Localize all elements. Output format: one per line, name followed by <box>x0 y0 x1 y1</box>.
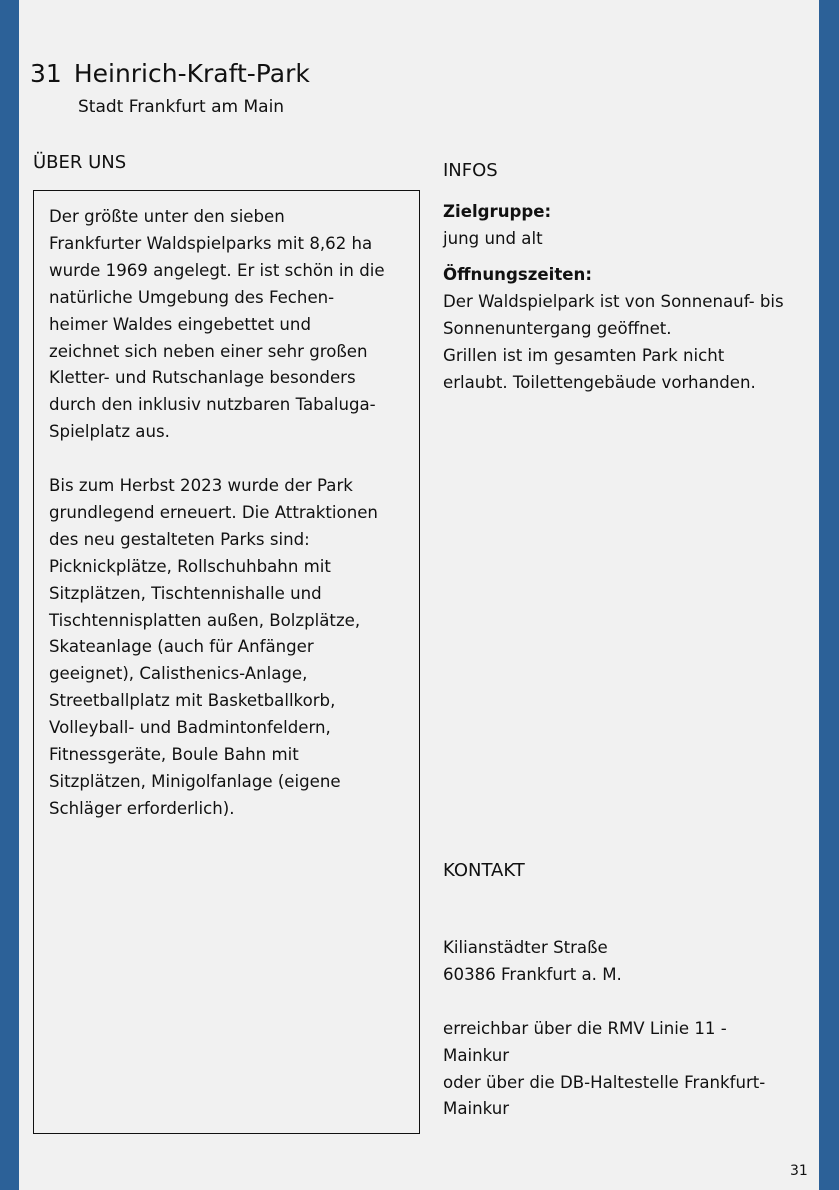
page-subtitle: Stadt Frankfurt am Main <box>78 97 285 117</box>
opening-hours-label: Öffnungszeiten: <box>443 265 592 284</box>
about-box <box>33 190 420 1134</box>
contact-transit: erreichbar über die RMV Linie 11 - Mainkur oder über die DB-Haltestelle Frankfurt- Mainkur <box>443 1018 766 1119</box>
target-group-label: Zielgruppe: <box>443 202 552 221</box>
target-group-value: jung und alt <box>443 228 543 248</box>
park-number: 31 <box>30 59 62 88</box>
target-group-block <box>443 199 823 253</box>
page-number: 31 <box>790 1163 808 1179</box>
about-paragraph-2: Bis zum Herbst 2023 wurde der Park grundlegend erneuert. Die Attraktionen des neu gestalteten Parks sind: Picknickplätze, Rollschuhbahn mit Sitzplätzen, Tischtennishalle und Tischtennisplatten außen, Bolzplätze, Skateanlage (auch für Anfänger geeignet), Calisthenics-Anlage, Streetballplatz mit Basketballkorb, Volleyball- und Badmintonfeldern, Fitnessgeräte, Boule Bahn mit Sitzplätzen, Minigolfanlage (eigene Schläger erforderlich). <box>49 476 378 818</box>
page-title <box>30 59 310 88</box>
opening-hours-value: Der Waldspielpark ist von Sonnenauf- bis Sonnenuntergang geöffnet. Grillen ist im gesamten Park nicht erlaubt. Toilettengebäude vorhanden. <box>443 291 784 392</box>
park-name: Heinrich-Kraft-Park <box>73 59 310 88</box>
opening-hours-block <box>443 262 823 397</box>
about-paragraph-1: Der größte unter den sieben Frankfurter Waldspielparks mit 8,62 ha wurde 1969 angelegt. Er ist schön in die natürliche Umgebung des Fechen- heimer Waldes eingebettet und zeichnet sich neben einer sehr großen Kletter- und Rutschanlage besonders durch den inklusiv nutzbaren Tabaluga- Spielplatz aus. <box>49 207 385 442</box>
contact-heading: KONTAKT <box>443 860 525 881</box>
left-accent-bar <box>0 0 19 1190</box>
about-heading: ÜBER UNS <box>33 152 127 173</box>
infos-heading: INFOS <box>443 160 498 181</box>
contact-block <box>443 935 823 1123</box>
contact-address: Kilianstädter Straße 60386 Frankfurt a. M. <box>443 938 622 984</box>
